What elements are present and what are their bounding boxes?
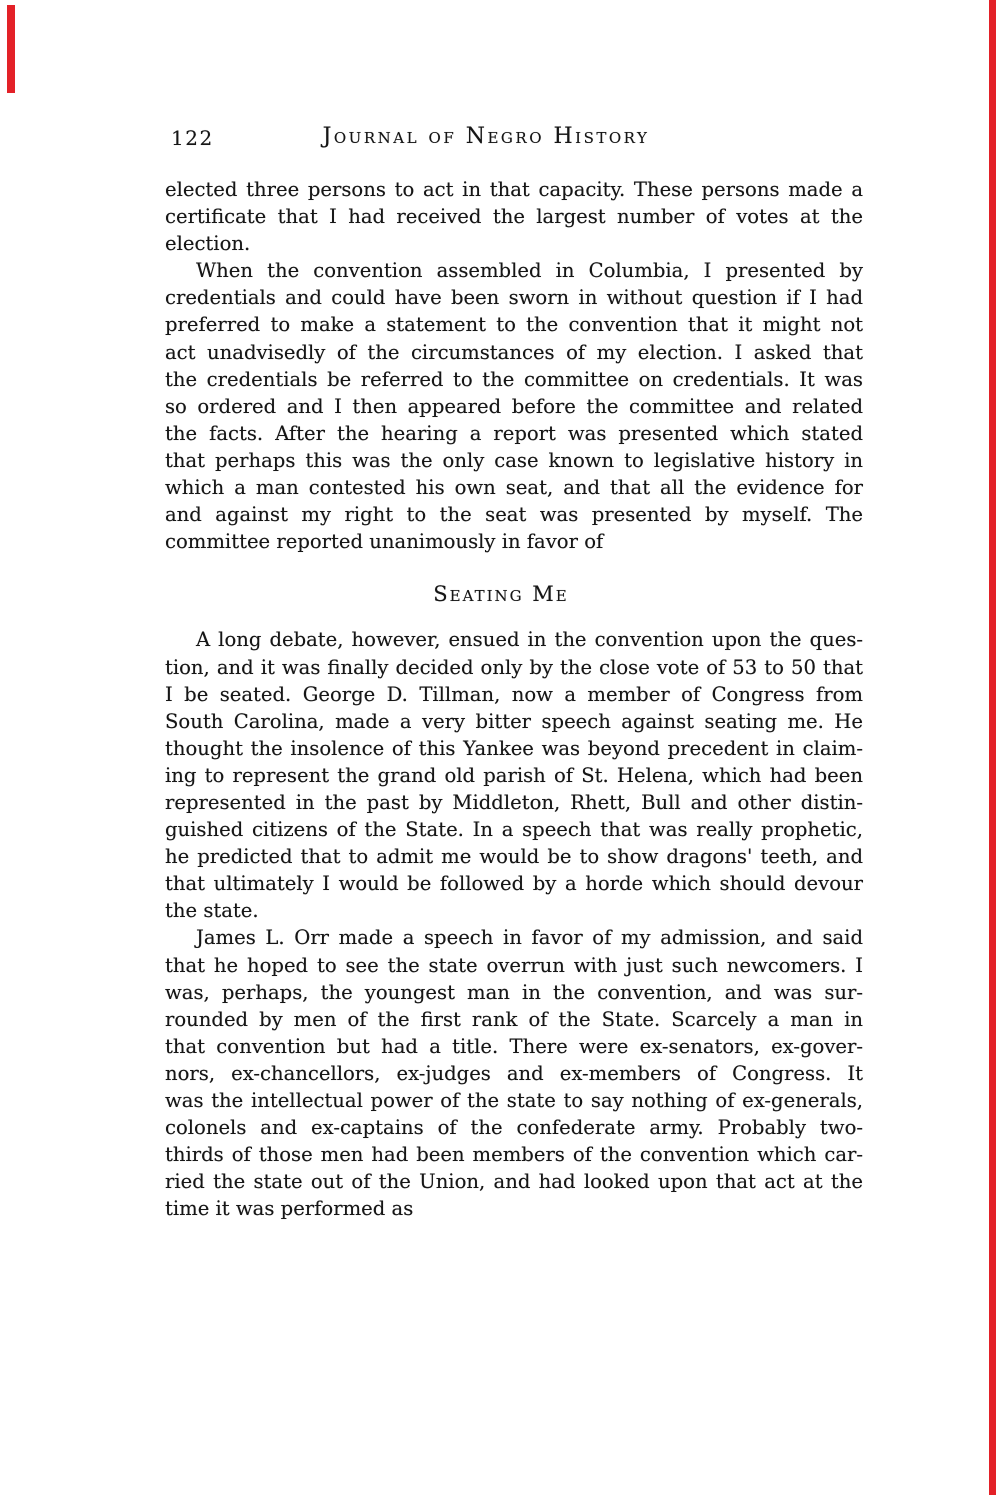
text-line: When the convention assembled in Columbia, I presented by <box>196 259 863 283</box>
text-line: thought the insolence of this Yankee was beyond precedent in claim- <box>165 736 863 760</box>
text-line: time it was performed as <box>165 1197 414 1221</box>
page-body <box>165 176 863 1222</box>
text-line: credentials and could have been sworn in without question if I had <box>165 286 863 310</box>
text-line: guished citizens of the State. In a speech that was really prophetic, <box>165 818 863 842</box>
text-line: ried the state out of the Union, and had looked upon that act at the <box>165 1170 863 1194</box>
text-line: that convention but had a title. There were ex-senators, ex-gover- <box>165 1034 863 1058</box>
text-line: rounded by men of the first rank of the State. Scarcely a man in <box>165 1007 863 1031</box>
text-line: I be seated. George D. Tillman, now a member of Congress from <box>165 682 863 706</box>
journal-title: Journal of Negro History <box>322 124 650 149</box>
text-line: he predicted that to admit me would be to show dragons' teeth, and <box>165 845 863 869</box>
text-line: that perhaps this was the only case known to legislative history in <box>165 448 863 472</box>
text-line: act unadvisedly of the circumstances of my election. I asked that <box>165 340 863 364</box>
scan-edge-mark-right <box>989 0 996 1495</box>
text-line: ing to represent the grand old parish of St. Helena, which had been <box>165 763 863 787</box>
text-line: certificate that I had received the largest number of votes at the <box>165 205 863 229</box>
text-line: the credentials be referred to the committee on credentials. It was <box>165 367 863 391</box>
text-line: committee reported unanimously in favor of <box>165 530 604 554</box>
text-line: James L. Orr made a speech in favor of my admission, and said <box>196 926 863 950</box>
text-line: thirds of those men had been members of the convention which car- <box>165 1143 863 1167</box>
text-line: South Carolina, made a very bitter speech against seating me. He <box>165 709 863 733</box>
text-line: election. <box>165 232 251 256</box>
text-line: so ordered and I then appeared before the committee and related <box>165 394 863 418</box>
section-heading: Seating Me <box>433 582 569 607</box>
text-line: that he hoped to see the state overrun with just such newcomers. I <box>165 953 863 977</box>
text-line: the facts. After the hearing a report was presented which stated <box>165 421 863 445</box>
text-line: represented in the past by Middleton, Rhett, Bull and other distin- <box>165 790 863 814</box>
text-line: elected three persons to act in that capacity. These persons made a <box>165 178 863 201</box>
paragraph <box>165 257 863 555</box>
text-line: nors, ex-chancellors, ex-judges and ex-members of Congress. It <box>165 1061 863 1085</box>
page-number: 122 <box>171 126 214 150</box>
text-line: A long debate, however, ensued in the convention upon the ques- <box>196 628 863 652</box>
text-line: tion, and it was finally decided only by the close vote of 53 to 50 that <box>165 655 863 679</box>
paragraph <box>165 626 863 924</box>
paragraph <box>165 924 863 1222</box>
page-header <box>165 123 863 153</box>
text-line: was the intellectual power of the state to say nothing of ex-generals, <box>165 1089 863 1112</box>
text-line: preferred to make a statement to the convention that it might not <box>165 313 863 337</box>
text-line: and against my right to the seat was presented by myself. The <box>165 503 863 527</box>
text-line: which a man contested his own seat, and that all the evidence for <box>165 476 863 500</box>
text-line: was, perhaps, the youngest man in the convention, and was sur- <box>165 980 863 1004</box>
paragraph <box>165 176 863 257</box>
scan-edge-mark-left <box>7 5 15 93</box>
text-line: that ultimately I would be followed by a horde which should devour <box>165 872 863 896</box>
text-line: colonels and ex-captains of the confederate army. Probably two- <box>165 1116 863 1140</box>
text-line: the state. <box>165 899 259 923</box>
